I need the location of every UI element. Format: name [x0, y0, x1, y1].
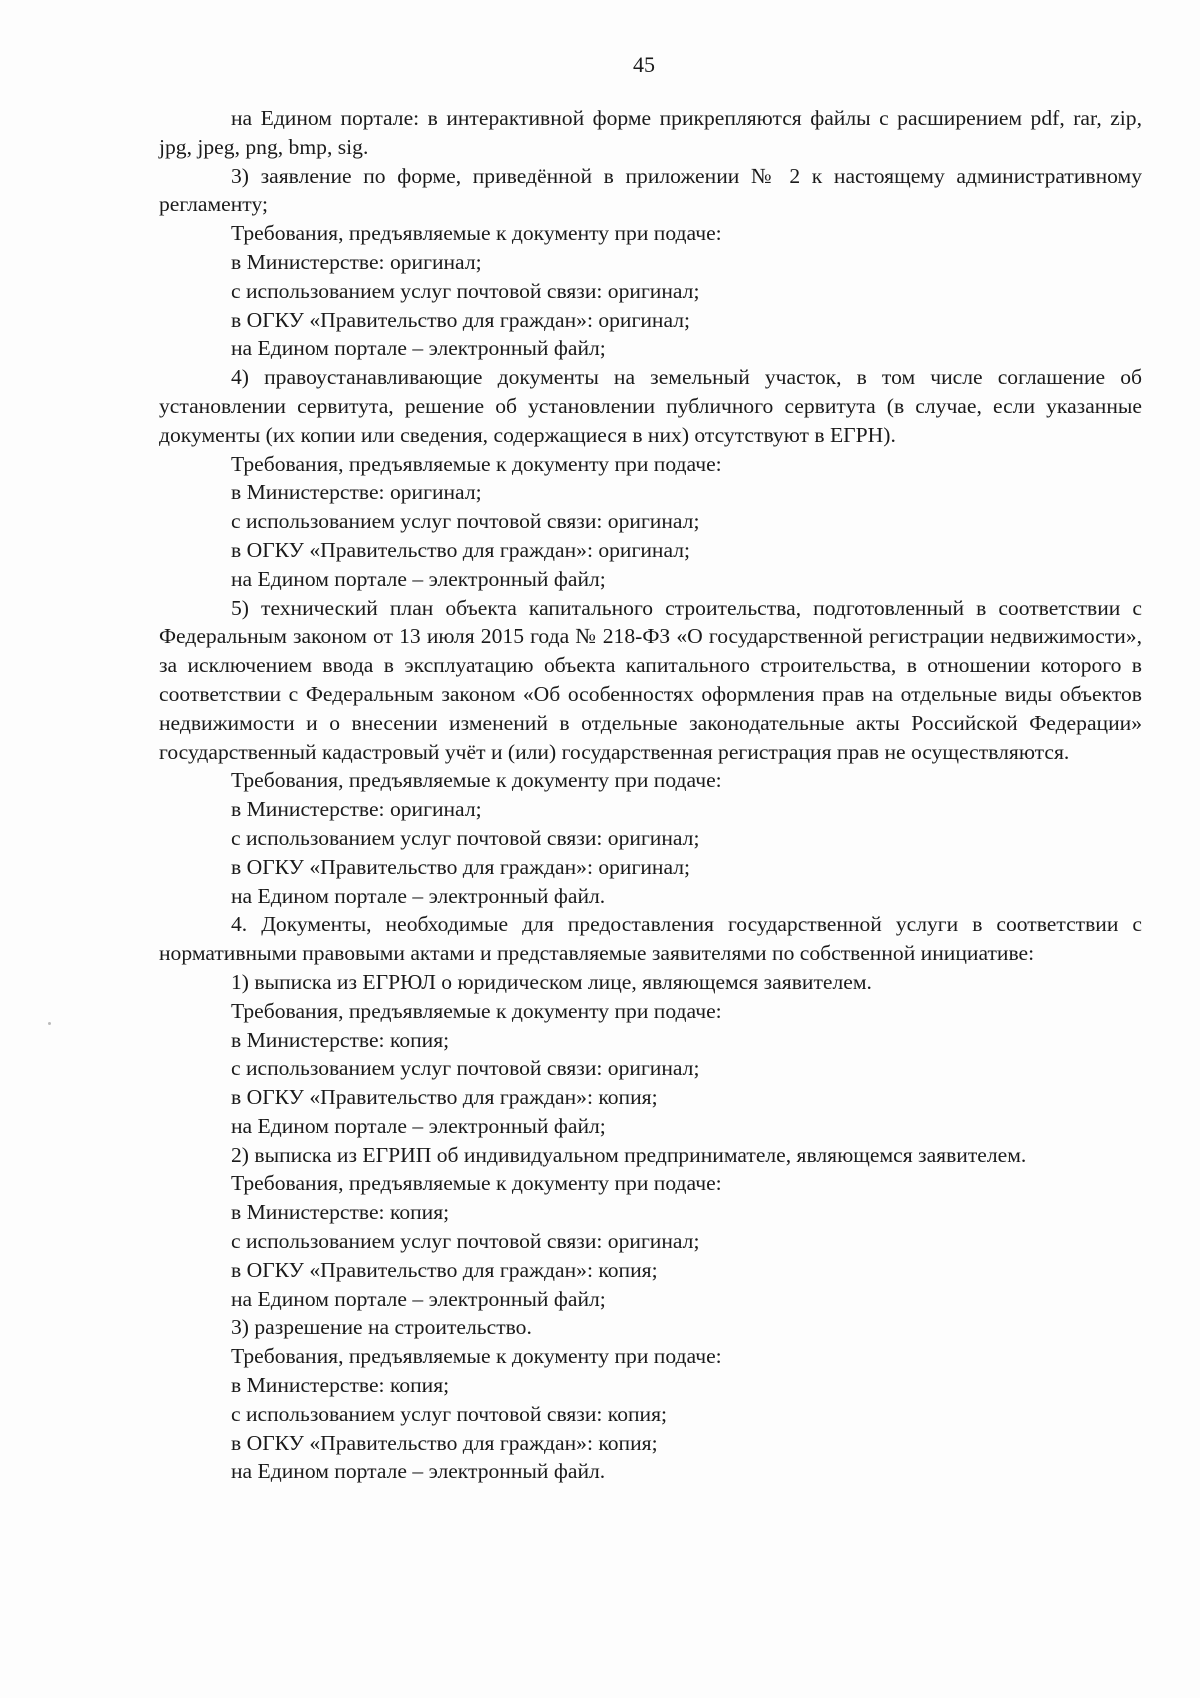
requirement-postal: с использованием услуг почтовой связи: оригинал;: [231, 1229, 700, 1254]
requirement-ministry: в Министерстве: копия;: [231, 1027, 450, 1052]
requirement-postal: с использованием услуг почтовой связи: оригинал;: [231, 825, 700, 850]
requirement-ministry: в Министерстве: оригинал;: [231, 249, 482, 274]
requirement-portal: на Едином портале – электронный файл.: [231, 1459, 606, 1484]
item-4-land-documents: 4) правоустанавливающие документы на земельный участок, в том числе соглашение об установлении сервитута, решение об установлении публичного сервитута (в случае, если указанные документы (их копии или сведения, содержащиеся в них) отсутствуют в ЕГРН).: [159, 365, 1142, 447]
requirement-ogku: в ОГКУ «Правительство для граждан»: копия;: [231, 1257, 658, 1282]
item-3-application: 3) заявление по форме, приведённой в приложении № 2 к настоящему административному регламенту;: [159, 163, 1142, 217]
requirements-heading: Требования, предъявляемые к документу при подаче:: [231, 998, 722, 1023]
requirement-portal: на Едином портале – электронный файл.: [231, 883, 606, 908]
requirements-heading: Требования, предъявляемые к документу при подаче:: [231, 451, 722, 476]
scan-speck: [48, 1022, 51, 1025]
requirement-ogku: в ОГКУ «Правительство для граждан»: копия;: [231, 1430, 658, 1455]
section-4-heading: 4. Документы, необходимые для предоставления государственной услуги в соответствии с нормативными правовыми актами и представляемые заявителями по собственной инициативе:: [159, 912, 1142, 966]
requirement-ogku: в ОГКУ «Правительство для граждан»: копия;: [231, 1085, 658, 1110]
requirements-heading: Требования, предъявляемые к документу при подаче:: [231, 221, 722, 246]
portal-formats-paragraph: на Едином портале: в интерактивной форме прикрепляются файлы с расширением pdf, rar, zip, jpg, jpeg, png, bmp, sig.: [159, 106, 1142, 159]
requirement-ministry: в Министерстве: копия;: [231, 1200, 450, 1225]
item-2-egrip-extract: 2) выписка из ЕГРИП об индивидуальном предпринимателе, являющемся заявителем.: [231, 1142, 1027, 1167]
document-body: [159, 104, 1142, 1486]
requirement-postal: с использованием услуг почтовой связи: оригинал;: [231, 509, 700, 534]
requirement-portal: на Едином портале – электронный файл;: [231, 1113, 606, 1138]
requirement-postal: с использованием услуг почтовой связи: оригинал;: [231, 278, 700, 303]
requirement-portal: на Едином портале – электронный файл;: [231, 1286, 606, 1311]
requirement-ogku: в ОГКУ «Правительство для граждан»: оригинал;: [231, 307, 691, 332]
requirement-ogku: в ОГКУ «Правительство для граждан»: оригинал;: [231, 854, 691, 879]
item-1-egrul-extract: 1) выписка из ЕГРЮЛ о юридическом лице, являющемся заявителем.: [231, 969, 872, 994]
requirement-postal: с использованием услуг почтовой связи: оригинал;: [231, 1056, 700, 1081]
requirement-ministry: в Министерстве: оригинал;: [231, 797, 482, 822]
requirement-postal: с использованием услуг почтовой связи: копия;: [231, 1401, 668, 1426]
requirements-heading: Требования, предъявляемые к документу при подаче:: [231, 1344, 722, 1369]
requirement-portal: на Едином портале – электронный файл;: [231, 566, 606, 591]
item-5-technical-plan: 5) технический план объекта капитального строительства, подготовленный в соответствии с Федеральным законом от 13 июля 2015 года № 218-ФЗ «О государственной регистрации недвижимости», за исключением ввода в эксплуатацию объекта капитального строительства, в отношении которого в соответствии с Федеральным законом «Об особенностях оформления прав на отдельные виды объектов недвижимости и о внесении изменений в отдельные законодательные акты Российской Федерации» государственный кадастровый учёт и (или) государственная регистрация прав не осуществляются.: [159, 595, 1142, 764]
requirement-ministry: в Министерстве: копия;: [231, 1373, 450, 1398]
requirements-heading: Требования, предъявляемые к документу при подаче:: [231, 1171, 722, 1196]
requirement-ogku: в ОГКУ «Правительство для граждан»: оригинал;: [231, 537, 691, 562]
item-3-construction-permit: 3) разрешение на строительство.: [231, 1315, 532, 1340]
requirement-ministry: в Министерстве: оригинал;: [231, 480, 482, 505]
page-number: 45: [633, 52, 655, 77]
requirements-heading: Требования, предъявляемые к документу при подаче:: [231, 768, 722, 793]
requirement-portal: на Едином портале – электронный файл;: [231, 336, 606, 361]
